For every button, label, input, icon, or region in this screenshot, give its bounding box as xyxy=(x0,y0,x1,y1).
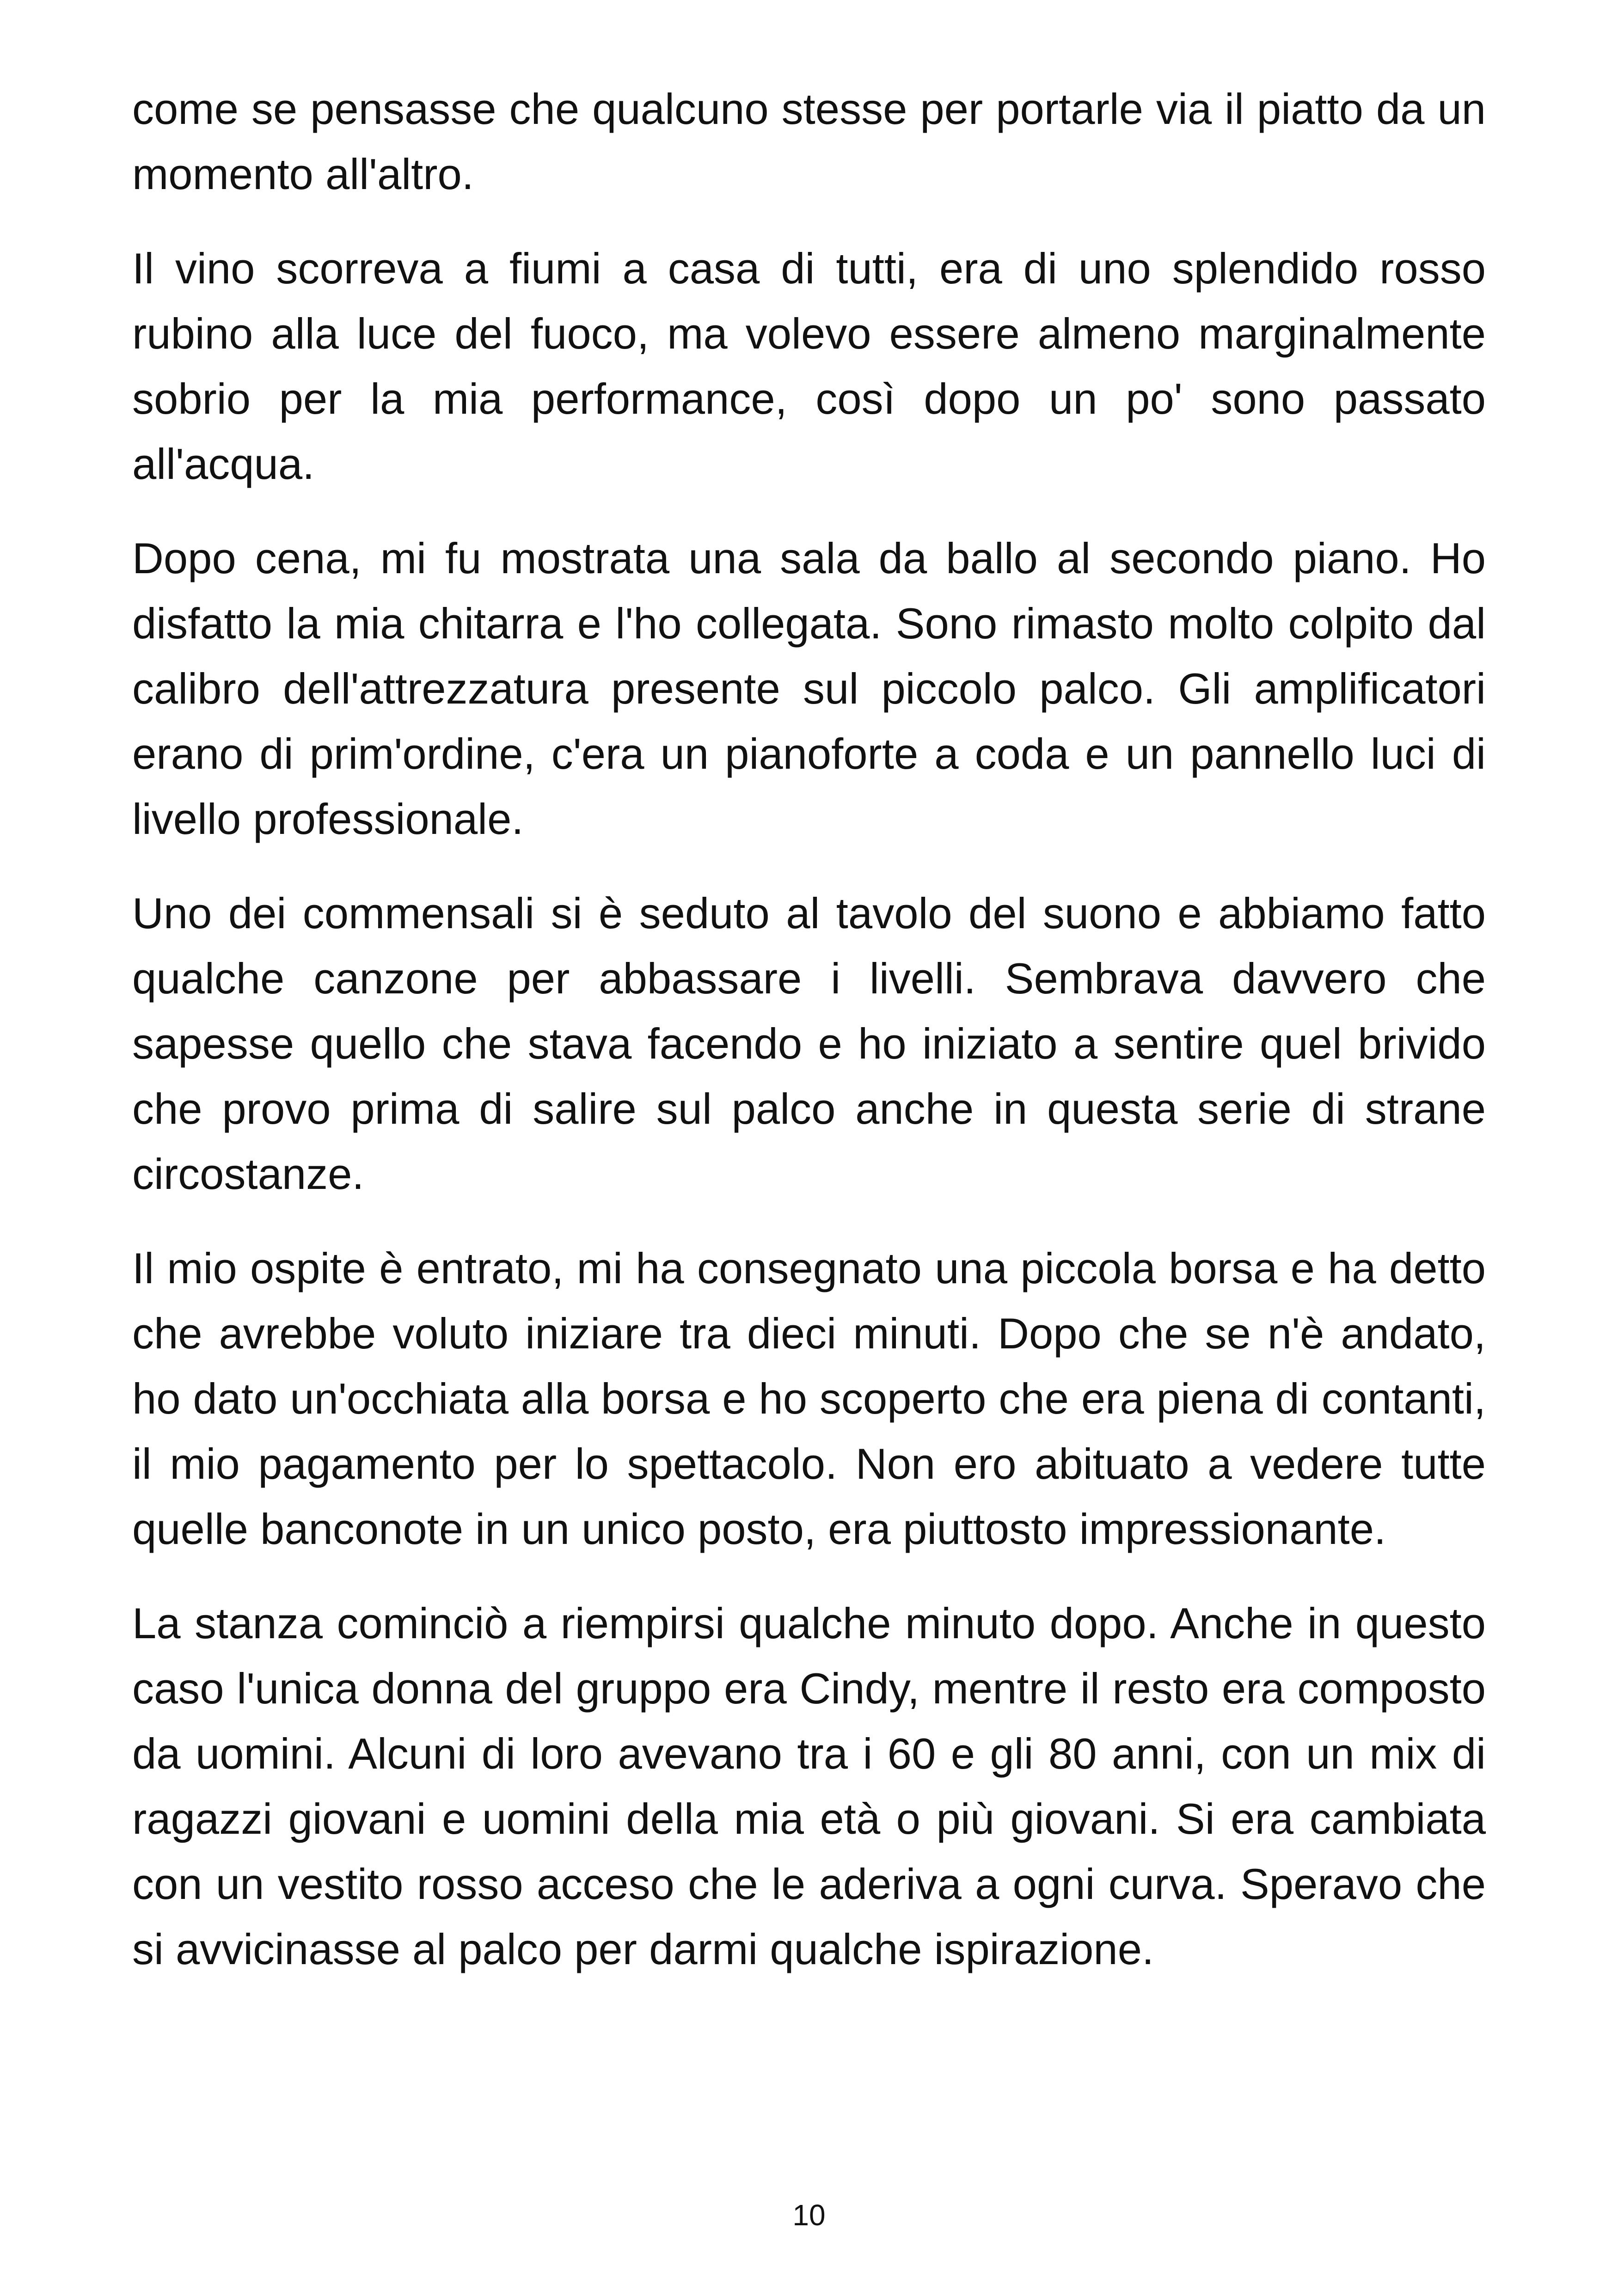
paragraph-4: Uno dei commensali si è seduto al tavolo del suono e abbiamo fatto qualche canzone per abbassare i livelli. Sembrava davvero che sapesse quello che stava facendo e ho iniziato a sentire quel brivido che provo prima di salire sul palco anche in questa serie di strane circostanze. xyxy=(132,889,1486,1198)
paragraph-6: La stanza cominciò a riempirsi qualche minuto dopo. Anche in questo caso l'unica donna del gruppo era Cindy, mentre il resto era composto da uomini. Alcuni di loro avevano tra i 60 e gli 80 anni, con un mix di ragazzi giovani e uomini della mia età o più giovani. Si era cambiata con un vestito rosso acceso che le aderiva a ogni curva. Speravo che si avvicinasse al palco per darmi qualche ispirazione. xyxy=(132,1599,1486,1973)
paragraph-2: Il vino scorreva a fiumi a casa di tutti, era di uno splendido rosso rubino alla luce del fuoco, ma volevo essere almeno marginalmente sobrio per la mia performance, così dopo un po' sono passato all'acqua. xyxy=(132,244,1486,488)
paragraph-3: Dopo cena, mi fu mostrata una sala da ballo al secondo piano. Ho disfatto la mia chitarra e l'ho collegata. Sono rimasto molto colpito dal calibro dell'attrezzatura presente sul piccolo palco. Gli amplificatori erano di prim'ordine, c'era un pianoforte a coda e un pannello luci di livello professionale. xyxy=(132,534,1486,843)
paragraph-1: come se pensasse che qualcuno stesse per portarle via il piatto da un momento all'altro. xyxy=(132,85,1486,198)
document-body xyxy=(132,76,1486,2011)
paragraph-5: Il mio ospite è entrato, mi ha consegnato una piccola borsa e ha detto che avrebbe voluto iniziare tra dieci minuti. Dopo che se n'è andato, ho dato un'occhiata alla borsa e ho scoperto che era piena di contanti, il mio pagamento per lo spettacolo. Non ero abituato a vedere tutte quelle banconote in un unico posto, era piuttosto impressionante. xyxy=(132,1244,1486,1553)
page-number: 10 xyxy=(792,2198,826,2232)
